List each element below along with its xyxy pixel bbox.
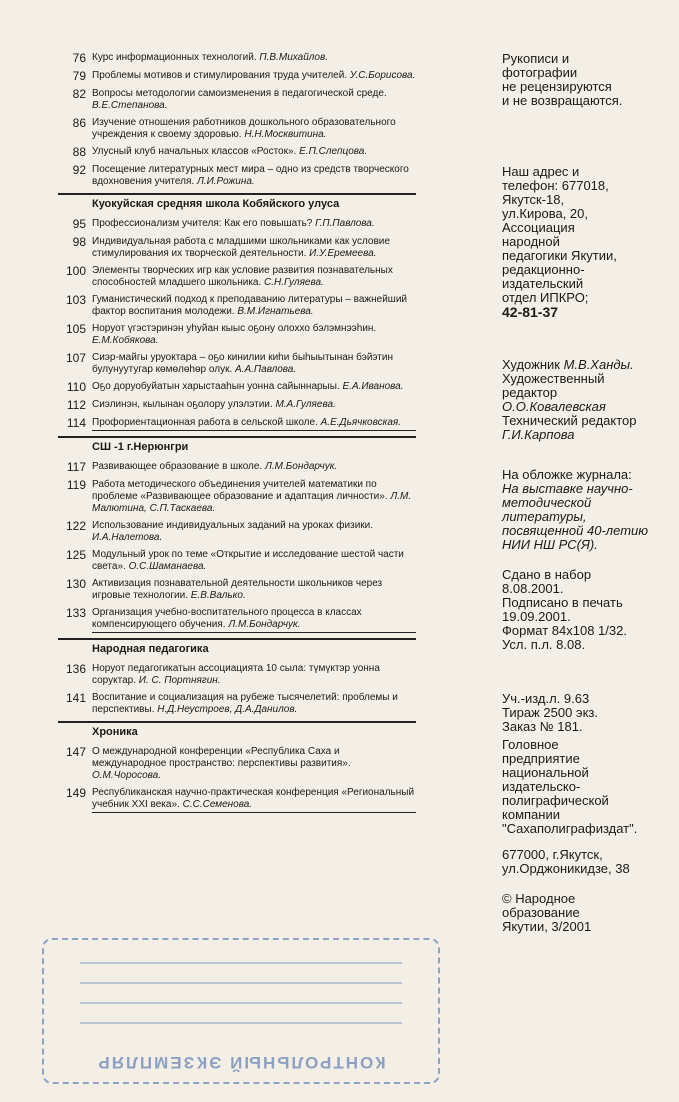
toc-entry-body [92,52,416,64]
toc-entry-author: С.Н.Гуляева. [264,277,324,288]
toc-entry [58,549,416,573]
toc-entry-title: Развивающее образование в школе. [92,461,263,472]
copyright-line: Якутии, 3/2001 [502,919,592,934]
toc-page-number: 82 [72,87,86,101]
toc-entry-title: Гуманистический подход к преподаванию литературы – важнейший фактор воспитания молодежи. [92,294,407,317]
toc-entry [58,164,416,188]
toc-entry-body [92,323,416,347]
toc-entry-author: И.А.Налетова. [92,532,163,543]
toc-entry [58,352,416,376]
toc-entry [58,88,416,112]
toc-entry-author: У.С.Борисова. [349,70,416,81]
stamp-line [80,1002,402,1004]
toc-entry [58,578,416,602]
stamp-line [80,982,402,984]
address-line: Якутск-18, [502,192,565,207]
toc-entry-author: Е.М.Кобякова. [92,335,159,346]
copyright-block [502,892,674,934]
toc-entry [58,520,416,544]
toc-entry-body [92,607,416,633]
toc-entry-author: А.А.Павлова. [235,364,297,375]
print-info-line: Формат 84x108 1/32. [502,623,627,638]
publisher-address-block [502,848,674,876]
toc-page-number: 117 [66,460,86,474]
toc-entry-title: Оҕо доруобуйатын харыстааһын уонна сайыннарыы. [92,381,340,392]
toc-entry-body [92,479,416,515]
toc-entry-body [92,417,416,431]
toc-page-number: 98 [72,235,86,249]
artist-name: М.В.Ханды. [563,357,634,372]
print-info-line: Подписано в печать [502,595,623,610]
toc-entry-author: Е.В.Валько. [190,590,246,601]
toc-page-number: 107 [65,351,86,365]
toc-entry-body [92,461,416,473]
toc-entry-author: П.В.Михайлов. [259,52,328,63]
toc-entry-body [92,265,416,289]
toc-page-number: 92 [72,163,86,177]
toc-page-number: 105 [65,322,86,336]
edition-info-line: Уч.-изд.л. 9.63 [502,691,590,706]
toc-entry [58,70,416,83]
toc-page-number: 122 [65,519,86,533]
toc-entry-body [92,218,416,230]
publisher-block [502,738,674,836]
toc-entry-title: Сиэлинэн, кылынан оҕолору улэлэтии. [92,399,273,410]
address-line: редакционно- [502,262,585,277]
toc-entry-author: Л.М.Бондарчук. [228,619,301,630]
toc-entry-author: Н.Н.Москвитина. [244,129,327,140]
toc-entry [58,218,416,231]
toc-entry-title: Республиканская научно-практическая конференция «Региональный учебник XXI века». [92,787,415,810]
cover-text-line: методической [502,495,592,510]
notice-line: Рукописи и [502,51,570,66]
toc-entry-body [92,236,416,260]
toc-entry-title: Профессионализм учителя: Как его повышать? [92,218,313,229]
toc-entry-body [92,692,416,716]
print-info-block [502,568,674,652]
toc-entry-title: Норуот үгэстэринэн уһуйан кыыс оҕону олоххо бэлэмнээһин. [92,323,377,334]
notice-line: не рецензируются [502,79,612,94]
manuscripts-notice [502,52,674,108]
address-line: народной [502,234,560,249]
toc-entry-body [92,294,416,318]
toc-page-number: 112 [66,398,86,412]
address-line: Наш адрес и [502,164,580,179]
toc-entry-title: Курс информационных технологий. [92,52,257,63]
toc-entry-body [92,663,416,687]
stamp-text: КОНТРОЛЬНЫЙ ЭКЗЕМПЛЯР [96,1053,386,1072]
publisher-line: предприятие [502,751,580,766]
toc-entry-body [92,520,416,544]
edition-info-line: Заказ № 181. [502,719,583,734]
toc-entry-body [92,70,416,82]
toc-entry-title: Норуот педагогикатын ассоциацията 10 сыла: түмүктэр уонна соруктар. [92,663,380,686]
toc-entry-body [92,88,416,112]
toc-entry-title: Проблемы мотивов и стимулирования труда учителей. [92,70,348,81]
publisher-line: компании [502,807,560,822]
address-line: Ассоциация [502,220,575,235]
toc-page-number: 141 [65,691,86,705]
toc-entry-author: Н.Д.Неустроев, Д.А.Данилов. [157,704,298,715]
cover-label: На обложке журнала: [502,467,632,482]
toc-entry-title: О международной конференции «Республика Саха и международное пространство: перспективы развития». [92,746,351,769]
toc-entry-body [92,146,416,158]
address-block [502,165,674,319]
toc-page-number: 133 [65,606,86,620]
toc-entry-author: О.С.Шаманаева. [128,561,207,572]
toc-page-number: 119 [66,478,86,492]
toc-entry [58,692,416,716]
stamp-line [80,962,402,964]
toc-entry-body [92,399,416,411]
toc-entry-title: Организация учебно-воспитательного процесса в классах компенсирующего обучения. [92,607,362,630]
phone-number: 42-81-37 [502,304,559,320]
toc-entry-author: И.У.Еремеева. [309,248,377,259]
print-info-line: Сдано в набор [502,567,592,582]
edition-info-line: Тираж 2500 экз. [502,705,598,720]
tech-editor-name: Г.И.Карпова [502,427,575,442]
toc-page-number: 86 [72,116,86,130]
toc-page-number: 103 [65,293,86,307]
toc-entry-author: Е.А.Иванова. [342,381,404,392]
notice-line: и не возвращаются. [502,93,623,108]
toc-entry-author: В.Е.Степанова. [92,100,168,111]
toc-entry-title: Вопросы методологии самоизменения в педагогической среде. [92,88,387,99]
toc-entry-body [92,164,416,188]
address-line: педагогики Якутии, [502,248,617,263]
publisher-address-line: ул.Орджоникидзе, 38 [502,861,630,876]
toc-entry [58,607,416,633]
art-editor-label: редактор [502,385,558,400]
publisher-line: издательско- [502,779,581,794]
toc-entry [58,146,416,159]
toc-section-heading: Хроника [58,721,416,742]
print-info-line: Усл. п.л. 8.08. [502,637,586,652]
address-line: отдел ИПКРО; [502,290,589,305]
tech-editor-label: Технический редактор [502,413,637,428]
toc-page-number: 130 [65,577,86,591]
toc-entry-author: И. С. Портнягин. [138,675,221,686]
toc-entry-author: Л.И.Рожина. [196,176,255,187]
toc-entry [58,399,416,412]
address-line: издательский [502,276,584,291]
toc-page-number: 149 [65,786,86,800]
toc-entry-body [92,549,416,573]
toc-entry-author: Л.М. Малютина, С.П.Таскаева. [92,491,412,514]
toc-entry [58,236,416,260]
credits-block [502,358,674,442]
toc-entry [58,663,416,687]
artist-label: Художник [502,357,560,372]
table-of-contents [58,52,416,818]
cover-text-line: На выставке научно- [502,481,633,496]
publisher-line: полиграфической [502,793,609,808]
toc-entry-title: Сиэр-майгы уруоктара – оҕо кинилии киһи быһыытынан бэйэтин булунуутугар көмөлөһөр олук. [92,352,393,375]
toc-entry-title: Активизация познавательной деятельности школьников через игровые технологии. [92,578,383,601]
toc-page-number: 125 [65,548,86,562]
toc-entry-body [92,787,416,813]
address-line: телефон: 677018, [502,178,609,193]
toc-entry [58,746,416,782]
toc-entry-author: В.М.Игнатьева. [237,306,314,317]
publisher-line: национальной [502,765,589,780]
toc-section-heading: Народная педагогика [58,638,416,659]
toc-entry [58,294,416,318]
toc-page-number: 114 [66,416,86,430]
address-line: ул.Кирова, 20, [502,206,588,221]
edition-info-block [502,692,674,734]
toc-entry-title: Модульный урок по теме «Открытие и исследование шестой части света». [92,549,404,572]
toc-entry [58,117,416,141]
cover-text-line: литературы, [502,509,587,524]
toc-entry-body [92,352,416,376]
toc-entry-author: Л.М.Бондарчук. [265,461,338,472]
toc-entry-title: Элементы творческих игр как условие развития познавательных способностей младшего школьника. [92,265,393,288]
print-info-line: 8.08.2001. [502,581,564,596]
toc-page-number: 88 [72,145,86,159]
toc-entry-title: Изучение отношения работников дошкольного образовательного учреждения к своему здоровью. [92,117,396,140]
toc-entry-author: А.Е.Дьячковская. [320,417,402,428]
toc-entry-title: Посещение литературных мест мира – одно из средств творческого вдохновения учителя. [92,164,409,187]
toc-page-number: 147 [65,745,86,759]
toc-page-number: 100 [65,264,86,278]
toc-page-number: 95 [72,217,86,231]
toc-entry-author: М.А.Гуляева. [275,399,336,410]
toc-entry-title: Использование индивидуальных заданий на уроках физики. [92,520,374,531]
toc-entry-title: Воспитание и социализация на рубеже тысячелетий: проблемы и перспективы. [92,692,398,715]
toc-entry [58,787,416,813]
toc-entry-title: Работа методического объединения учителей математики по проблеме «Развивающее образование и адаптация личности». [92,479,388,502]
toc-entry [58,479,416,515]
print-info-line: 19.09.2001. [502,609,571,624]
cover-text-line: НИИ НШ РС(Я). [502,537,598,552]
art-editor-label: Художественный [502,371,605,386]
toc-entry [58,381,416,394]
toc-entry-title: Индивидуальная работа с младшими школьниками как условие стимулирования их творческой деятельности. [92,236,390,259]
cover-block [502,468,674,552]
toc-entry [58,52,416,65]
publisher-line: "Сахаполиграфиздат". [502,821,638,836]
copyright-line: образование [502,905,580,920]
toc-page-number: 76 [72,51,86,65]
toc-page-number: 136 [65,662,86,676]
control-copy-stamp [42,938,440,1084]
toc-entry-body [92,746,416,782]
publisher-line: Головное [502,737,559,752]
notice-line: фотографии [502,65,578,80]
toc-entry-body [92,117,416,141]
toc-entry-title: Профориентационная работа в сельской школе. [92,417,318,428]
art-editor-name: О.О.Ковалевская [502,399,606,414]
copyright-line: © Народное [502,891,576,906]
toc-entry [58,323,416,347]
toc-entry [58,461,416,474]
toc-entry-author: Г.П.Павлова. [315,218,375,229]
publisher-address-line: 677000, г.Якутск, [502,847,603,862]
toc-entry-body [92,381,416,393]
toc-section-heading: Куокуйская средняя школа Кобяйского улуса [58,193,416,214]
toc-entry-body [92,578,416,602]
cover-text-line: посвященной 40-летию [502,523,649,538]
toc-section-heading: СШ -1 г.Нерюнгри [58,436,416,457]
toc-entry [58,417,416,431]
toc-page-number: 79 [72,69,86,83]
toc-entry-author: Е.П.Слепцова. [299,146,368,157]
toc-entry-title: Улусный клуб начальных классов «Росток». [92,146,297,157]
toc-entry-author: С.С.Семенова. [182,799,253,810]
stamp-line [80,1022,402,1024]
toc-entry [58,265,416,289]
toc-entry-author: О.М.Чоросова. [92,770,161,781]
toc-page-number: 110 [66,380,86,394]
